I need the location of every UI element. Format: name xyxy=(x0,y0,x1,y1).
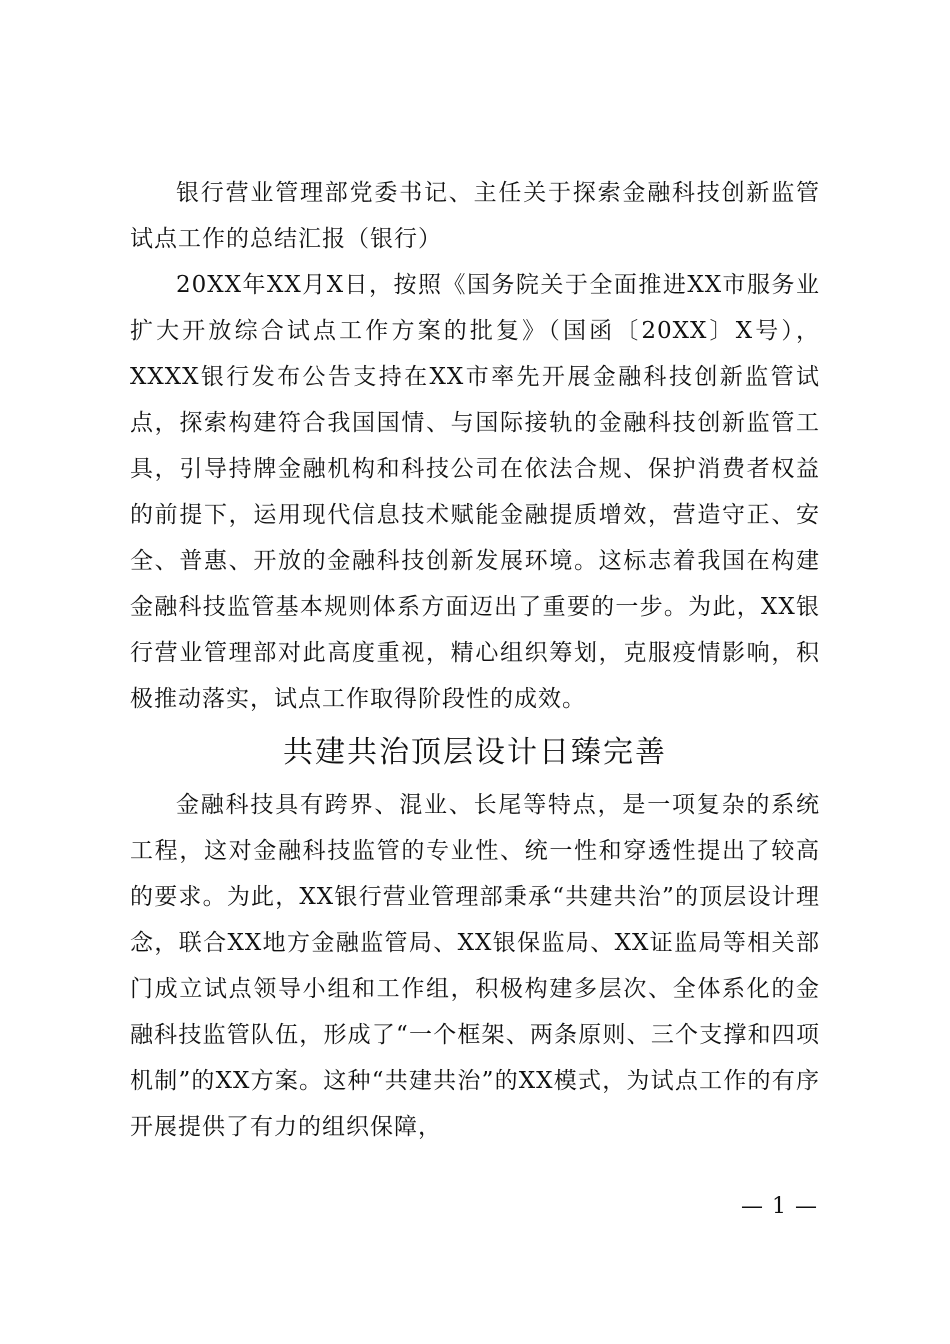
page-number: — 1 — xyxy=(741,1194,818,1219)
report-title-paragraph: 银行营业管理部党委书记、主任关于探索金融科技创新监管试点工作的总结汇报（银行） xyxy=(130,180,820,252)
section-paragraph: 金融科技具有跨界、混业、长尾等特点，是一项复杂的系统工程，这对金融科技监管的专业性、统一性和穿透性提出了较高的要求。为此，XX银行营业管理部秉承“共建共治”的顶层设计理念，联合XX地方金融监管局、XX银保监局、XX证监局等相关部门成立试点领导小组和工作组，积极构建多层次、全体系化的金融科技监管队伍，形成了“一个框架、两条原则、三个支撑和四项机制”的XX方案。这种“共建共治”的XX模式，为试点工作的有序开展提供了有力的组织保障， xyxy=(130,792,820,1140)
document-body xyxy=(130,170,820,1150)
intro-paragraph: 20XX年XX月X日，按照《国务院关于全面推进XX市服务业扩大开放综合试点工作方案的批复》（国函〔20XX〕X号），XXXX银行发布公告支持在XX市率先开展金融科技创新监管试点，探索构建符合我国国情、与国际接轨的金融科技创新监管工具，引导持牌金融机构和科技公司在依法合规、保护消费者权益的前提下，运用现代信息技术赋能金融提质增效，营造守正、安全、普惠、开放的金融科技创新发展环境。这标志着我国在构建金融科技监管基本规则体系方面迈出了重要的一步。为此，XX银行营业管理部对此高度重视，精心组织筹划，克服疫情影响，积极推动落实，试点工作取得阶段性的成效。 xyxy=(130,272,820,712)
section-heading: 共建共治顶层设计日臻完善 xyxy=(283,735,667,770)
